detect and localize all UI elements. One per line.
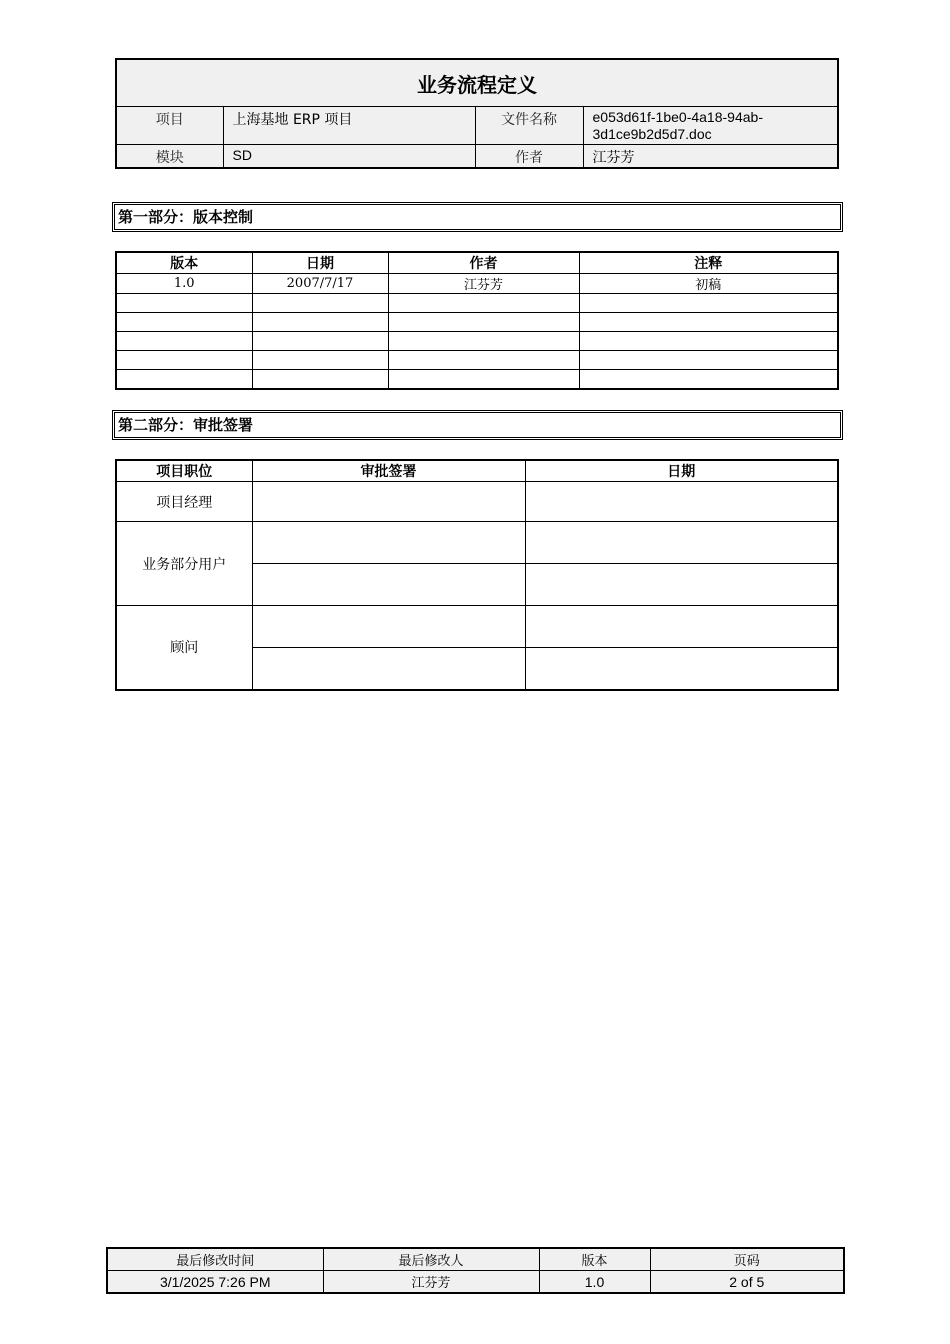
signature-cell[interactable] xyxy=(252,482,525,522)
version-label: 版本 xyxy=(539,1248,650,1271)
empty-cell[interactable] xyxy=(388,370,579,390)
footer-values-row xyxy=(107,1271,844,1294)
date-cell[interactable] xyxy=(525,606,838,648)
last-modified-time-value: 3/1/2025 7:26 PM xyxy=(107,1271,323,1294)
empty-cell[interactable] xyxy=(388,351,579,370)
document-footer xyxy=(106,1247,845,1294)
filename-value xyxy=(583,107,838,145)
empty-cell[interactable] xyxy=(579,313,838,332)
empty-cell[interactable] xyxy=(116,313,252,332)
role-consultant: 顾问 xyxy=(116,606,252,690)
date-cell: 2007/7/17 xyxy=(252,274,388,294)
empty-cell[interactable] xyxy=(252,313,388,332)
footer-labels-row xyxy=(107,1248,844,1271)
empty-cell[interactable] xyxy=(252,370,388,390)
page-number-value: 2 of 5 xyxy=(650,1271,844,1294)
filename-line-2: 3d1ce9b2d5d7.doc xyxy=(592,126,712,142)
empty-cell[interactable] xyxy=(116,332,252,351)
role-business-user: 业务部分用户 xyxy=(116,522,252,606)
module-label: 模块 xyxy=(116,145,223,169)
column-header: 日期 xyxy=(252,252,388,274)
signature-cell[interactable] xyxy=(252,564,525,606)
project-value: 上海基地 ERP 项目 xyxy=(223,107,475,145)
empty-cell[interactable] xyxy=(579,370,838,390)
document-title: 业务流程定义 xyxy=(116,59,838,107)
version-table xyxy=(115,251,839,390)
version-cell: 1.0 xyxy=(116,274,252,294)
table-row xyxy=(116,332,838,351)
note-cell: 初稿 xyxy=(579,274,838,294)
empty-cell[interactable] xyxy=(388,294,579,313)
empty-cell[interactable] xyxy=(116,351,252,370)
empty-cell[interactable] xyxy=(388,332,579,351)
last-modified-by-value: 江芬芳 xyxy=(323,1271,539,1294)
table-row xyxy=(116,313,838,332)
approval-table-header xyxy=(116,460,838,482)
author-cell: 江芬芳 xyxy=(388,274,579,294)
version-value: 1.0 xyxy=(539,1271,650,1294)
table-row xyxy=(116,370,838,390)
last-modified-time-label: 最后修改时间 xyxy=(107,1248,323,1271)
empty-cell[interactable] xyxy=(252,294,388,313)
empty-cell[interactable] xyxy=(579,332,838,351)
approval-table xyxy=(115,459,839,691)
section-version-control-title: 第一部分：版本控制 xyxy=(112,202,843,232)
author-value: 江芬芳 xyxy=(583,145,838,169)
table-row xyxy=(116,351,838,370)
table-row xyxy=(116,274,838,294)
filename-label: 文件名称 xyxy=(475,107,583,145)
module-value: SD xyxy=(223,145,475,169)
date-cell[interactable] xyxy=(525,648,838,690)
last-modified-by-label: 最后修改人 xyxy=(323,1248,539,1271)
empty-cell[interactable] xyxy=(116,370,252,390)
version-table-header xyxy=(116,252,838,274)
signature-cell[interactable] xyxy=(252,648,525,690)
author-label: 作者 xyxy=(475,145,583,169)
section-approval-title: 第二部分：审批签署 xyxy=(112,410,843,440)
empty-cell[interactable] xyxy=(579,351,838,370)
empty-cell[interactable] xyxy=(579,294,838,313)
empty-cell[interactable] xyxy=(252,332,388,351)
column-header: 作者 xyxy=(388,252,579,274)
signature-cell[interactable] xyxy=(252,522,525,564)
table-row xyxy=(116,294,838,313)
table-row xyxy=(116,482,838,522)
date-cell[interactable] xyxy=(525,564,838,606)
table-row xyxy=(116,522,838,564)
role-project-manager: 项目经理 xyxy=(116,482,252,522)
document-header xyxy=(115,58,839,169)
column-header: 项目职位 xyxy=(116,460,252,482)
project-label: 项目 xyxy=(116,107,223,145)
date-cell[interactable] xyxy=(525,522,838,564)
date-cell[interactable] xyxy=(525,482,838,522)
signature-cell[interactable] xyxy=(252,606,525,648)
page-number-label: 页码 xyxy=(650,1248,844,1271)
empty-cell[interactable] xyxy=(252,351,388,370)
column-header: 版本 xyxy=(116,252,252,274)
column-header: 注释 xyxy=(579,252,838,274)
column-header: 日期 xyxy=(525,460,838,482)
empty-cell[interactable] xyxy=(116,294,252,313)
empty-cell[interactable] xyxy=(388,313,579,332)
table-row xyxy=(116,606,838,648)
filename-line-1: e053d61f-1be0-4a18-94ab- xyxy=(592,109,763,125)
column-header: 审批签署 xyxy=(252,460,525,482)
